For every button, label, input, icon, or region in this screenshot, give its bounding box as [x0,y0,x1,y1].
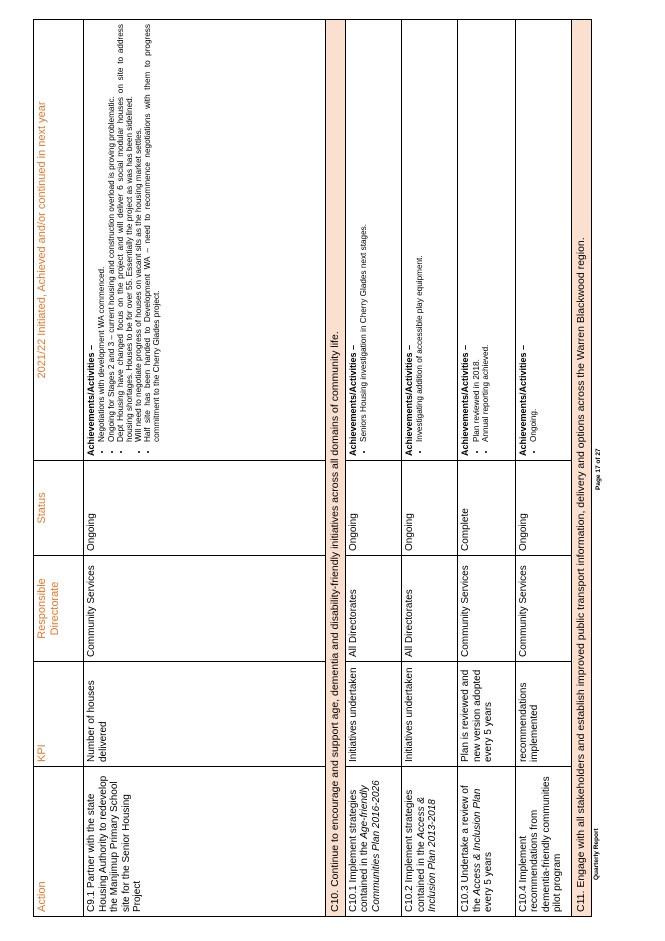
kpi-cell: Number of houses delivered [84,662,326,767]
progress-cell [84,20,326,461]
progress-cell [345,20,401,461]
directorate-cell: All Directorates [402,556,458,662]
action-text: C10.1 Implement strategies contained in the [347,789,371,912]
achievements-list [415,24,424,456]
plan-name: Access & Inclusion Plan [471,788,483,896]
table-header-row [34,20,84,917]
directorate-cell: Community Services [515,556,571,662]
rotated-table-container [33,20,592,917]
action-cell: C9.1 Partner with the state Housing Authority to redevelop the Manjimup Primary School site for the Senior Housing Project [84,767,326,917]
footer-report-title: Quarterly Report [593,828,600,880]
achievements-list [359,24,368,456]
achievements-title: Achievements/Activities – [517,344,528,456]
status-cell: Complete [458,461,515,556]
progress-cell [458,20,515,461]
header-status: Status [34,461,84,556]
plan-name: Age-friendly Communities Plan 2016-2026 [359,780,382,912]
header-directorate: Responsible Directorate [34,556,84,662]
list-item: • Annual reporting achieved. [481,24,490,442]
header-progress: 2021/22 Initiated, Achieved and/or continued in next year [34,20,84,461]
header-kpi: KPI [34,662,84,767]
kpi-cell: Plan is reviewed and new version adopted every 5 years [458,662,515,767]
achievements-list [472,24,490,456]
list-item: • Investigating addition of accessible play equipment. [415,24,424,442]
action-plan-table [33,19,592,917]
action-text: C10.2 Implement strategies contained in the [404,789,427,912]
achievements-title: Achievements/Activities – [460,344,471,456]
directorate-cell: All Directorates [345,556,401,662]
action-text-suffix: every 5 years [483,851,495,912]
list-item: • Dept Housing have changed focus on the project and will deliver 6 social modular houses on site to address housing shortages. Houses to be for over 55. Essentially the project as was has been sidelined. [116,24,134,442]
table-row-c10-1 [345,20,401,917]
table-row-c9-1 [84,20,326,917]
footer-page-number: Page 17 of 27 [595,448,602,490]
section-row-c10 [325,20,345,917]
action-text: C10.3 Undertake a review of the [460,785,483,912]
status-cell: Ongoing [345,461,401,556]
list-item: • Will need to negotiate progress of houses on vacant sits as the housing market settles. [134,24,143,442]
action-cell [402,767,458,917]
achievements-list [97,24,161,456]
list-item: • Half site has been handed to Development WA – need to recommence negotiations with them to progress commitment to the Cherry Glades project. [143,24,161,442]
achievements-title: Achievements/Activities – [404,344,415,456]
progress-cell [402,20,458,461]
achievements-title: Achievements/Activities – [347,344,358,456]
table-row-c10-2 [402,20,458,917]
achievements-title: Achievements/Activities – [86,344,96,456]
directorate-cell: Community Services [84,556,326,662]
table-row-c10-4 [515,20,571,917]
status-cell: Ongoing [515,461,571,556]
list-item: • Plan reviewed in 2018. [472,24,481,442]
header-action: Action [34,767,84,917]
status-cell: Ongoing [402,461,458,556]
kpi-cell: recommendations implemented [515,662,571,767]
section-heading: C11. Engage with all stakeholders and establish improved public transport information, delivery and options across the Warren Blackwood region. [571,20,591,917]
list-item: • Negotiations with development WA commenced. [97,24,106,442]
achievements-list [529,24,538,456]
status-cell: Ongoing [84,461,326,556]
plan-name: Access & Inclusion Plan 2013-2018 [415,796,439,912]
directorate-cell: Community Services [458,556,515,662]
table-row-c10-3 [458,20,515,917]
list-item: • Ongoing. [529,24,538,442]
action-cell: C10.4 Implement recommendations from dementia-friendly communities pilot program [515,767,571,917]
kpi-cell: Initiatives undertaken [345,662,401,767]
list-item: • Ongoing for Stages 2 and 3 – current housing and construction overload is proving problematic. [107,24,116,442]
list-item: • Seniors Housing investigation in Cherry Glades next stages. [359,24,368,442]
action-cell [458,767,515,917]
progress-cell [515,20,571,461]
section-row-c11 [571,20,591,917]
action-cell [345,767,401,917]
section-heading: C10. Continue to encourage and support age, dementia and disability-friendly initiatives across all domains of community life. [325,20,345,917]
kpi-cell: Initiatives undertaken [402,662,458,767]
